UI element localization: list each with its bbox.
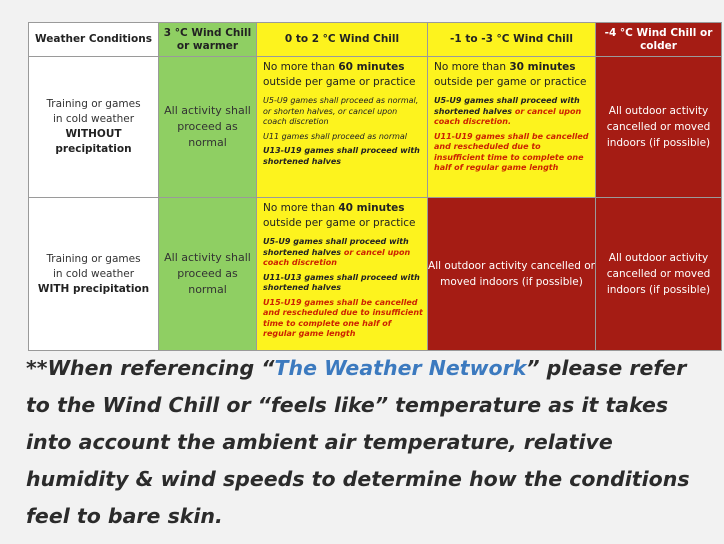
age-note: U5-U9 games shall proceed as normal, or shorten halves, or cancel upon coach discretion [263, 96, 419, 126]
age-note: U5-U9 games shall proceed with shortened halves or cancel upon coach discretion. [434, 96, 582, 126]
weather-network-footnote: **When referencing “The Weather Network” please refer to the Wind Chill or “feels like” temperature as it takes into account the ambient air temperature, relative humidity & wind speeds to determine how the conditions feel to bare skin. [26, 356, 690, 528]
coldest-rule-with-precip: All outdoor activity cancelled or moved indoors (if possible) [596, 198, 722, 351]
condition-line: Training or games [46, 252, 141, 265]
time-limit: No more than 40 minutes outside per game or practice [263, 202, 416, 229]
condition-without-precipitation [29, 57, 159, 198]
condition-emphasis: precipitation [55, 143, 132, 155]
header-3c-or-warmer: 3 °C Wind Chill or warmer [159, 23, 257, 57]
weather-network-link[interactable]: The Weather Network [274, 356, 527, 380]
condition-emphasis: WITH precipitation [37, 282, 150, 295]
mild-rule-with-precip [257, 198, 428, 351]
time-limit: No more than 30 minutes outside per game or practice [434, 61, 587, 88]
age-note: U11-U13 games shall proceed with shortened halves [263, 272, 420, 292]
cold-rule-with-precip: All outdoor activity cancelled or moved indoors (if possible) [428, 198, 596, 351]
coldest-rule-without-precip: All outdoor activity cancelled or moved indoors (if possible) [596, 57, 722, 198]
age-note: U15-U19 games shall be cancelled and rescheduled due to insufficient time to complete one half of regular game length [263, 297, 423, 338]
age-note: U5-U9 games shall proceed with shortened halves or cancel upon coach discretion [263, 237, 411, 267]
header-row [29, 23, 722, 57]
condition-emphasis: WITHOUT [65, 128, 122, 140]
row-without-precipitation [29, 57, 722, 198]
age-note: U13-U19 games shall proceed with shortened halves [263, 146, 420, 166]
condition-line: in cold weather [52, 113, 135, 125]
age-note: U11-U19 games shall be cancelled and rescheduled due to insufficient time to complete one half of regular game length [434, 131, 589, 172]
row-with-precipitation [29, 198, 722, 351]
warm-rule-with-precip: All activity shall proceed as normal [159, 198, 257, 351]
header-weather-conditions: Weather Conditions [29, 23, 159, 57]
condition-line: Training or games [46, 98, 141, 110]
header-minus4c-or-colder: -4 °C Wind Chill or colder [596, 23, 722, 57]
condition-with-precipitation [29, 198, 159, 351]
condition-line: in cold weather [52, 267, 135, 280]
time-limit: No more than 60 minutes outside per game or practice [263, 61, 416, 88]
wind-chill-table-container [28, 22, 721, 350]
age-note: U11 games shall proceed as normal [263, 131, 408, 141]
wind-chill-table [28, 22, 722, 351]
header-0-to-2c: 0 to 2 °C Wind Chill [257, 23, 428, 57]
mild-rule-without-precip [257, 57, 428, 198]
header-minus1-to-minus3c: -1 to -3 °C Wind Chill [428, 23, 596, 57]
cold-rule-without-precip [428, 57, 596, 198]
warm-rule-without-precip: All activity shall proceed as normal [159, 57, 257, 198]
